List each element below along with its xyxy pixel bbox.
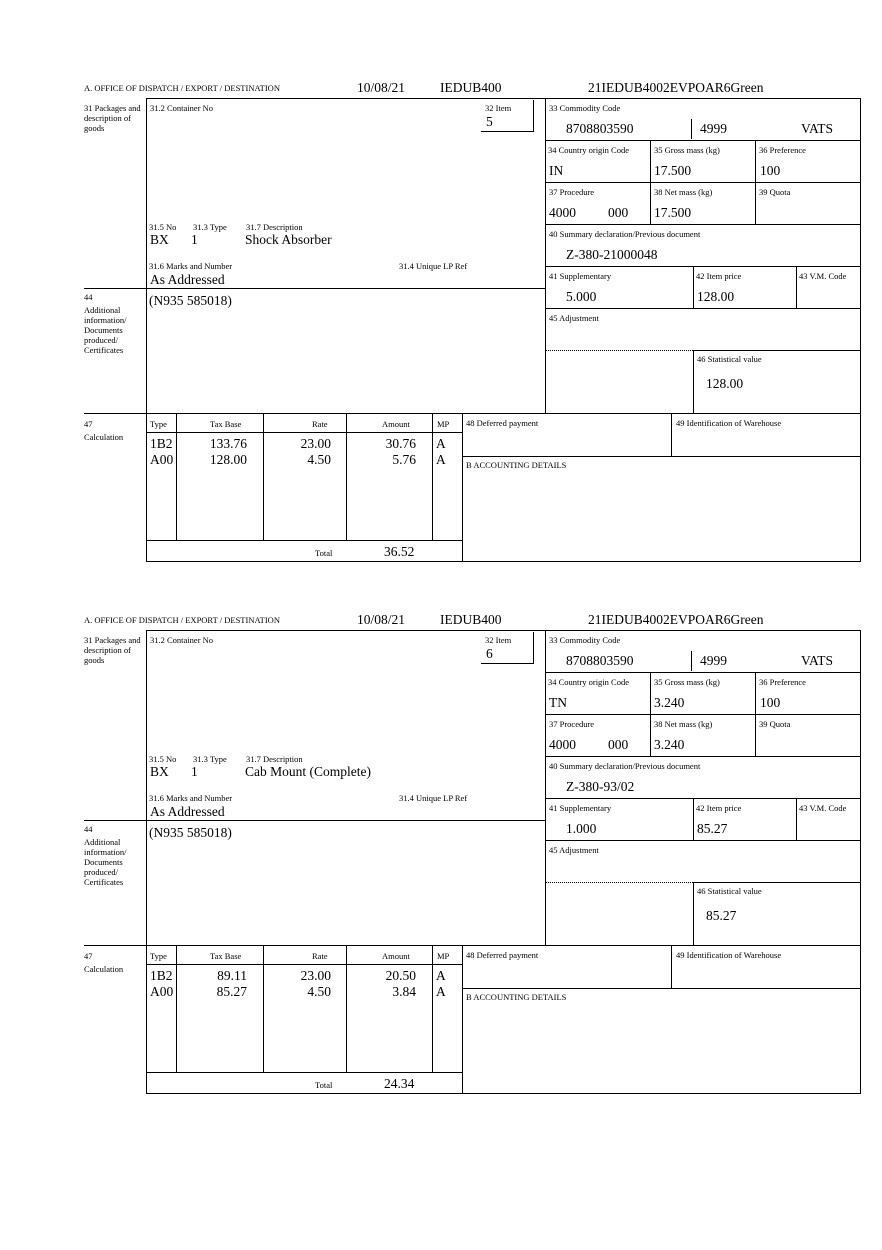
- declaration-date: 10/08/21: [357, 80, 406, 95]
- statistical-value: 85.27: [706, 908, 737, 923]
- declaration-date: 10/08/21: [357, 612, 406, 627]
- container-label: 31.2 Container No: [150, 103, 214, 113]
- calc-row-mp: A: [436, 984, 446, 999]
- procedure-label: 37 Procedure: [549, 719, 595, 729]
- no-label: 31.5 No: [149, 754, 177, 764]
- grid-line-5: [545, 840, 861, 841]
- calc-header-base: Tax Base: [210, 951, 242, 961]
- preference-label: 36 Preference: [759, 145, 806, 155]
- calc-row-type: 1B2: [150, 436, 173, 451]
- marks-label: 31.6 Marks and Number: [149, 793, 233, 803]
- grid-line-1: [545, 672, 861, 673]
- total-value: 24.34: [384, 1076, 415, 1091]
- calculation-number: 47: [84, 951, 93, 961]
- calc-row-base: 133.76: [209, 436, 247, 451]
- commodity-additional: 4999: [700, 653, 727, 668]
- country-value: IN: [549, 163, 564, 178]
- net-value: 3.240: [654, 737, 685, 752]
- calc-row-rate: 23.00: [300, 436, 331, 451]
- gross-label: 35 Gross mass (kg): [654, 145, 720, 155]
- calculation-label: Calculation: [84, 964, 124, 974]
- package-no: BX: [150, 232, 169, 247]
- additional-top-line: [84, 820, 545, 821]
- supplementary-label: 41 Supplementary: [549, 271, 612, 281]
- calc-row-type: A00: [150, 984, 174, 999]
- description-label: 31.7 Description: [246, 754, 303, 764]
- form-top-border: [146, 98, 861, 99]
- calculation-top-line: [84, 945, 861, 946]
- calc-header-line: [146, 432, 462, 433]
- deferred-label: 48 Deferred payment: [466, 418, 539, 428]
- calc-header-mp: MP: [437, 419, 450, 429]
- declaration-reference: 21IEDUB4002EVPOAR6Green: [588, 612, 764, 627]
- warehouse-label: 49 Identification of Warehouse: [676, 418, 782, 428]
- grid-vline-c: [693, 266, 694, 308]
- office-code: IEDUB400: [440, 612, 502, 627]
- grid-line-2: [545, 182, 861, 183]
- calc-header-type: Type: [150, 951, 167, 961]
- calc-row-rate: 4.50: [307, 452, 331, 467]
- commodity-divider: [691, 651, 692, 671]
- supplementary-value: 1.000: [566, 821, 597, 836]
- procedure-value-2: 000: [608, 205, 629, 220]
- summary-value: Z-380-21000048: [566, 247, 658, 262]
- additional-top-line: [84, 288, 545, 289]
- supplementary-label: 41 Supplementary: [549, 803, 612, 813]
- additional-value: (N935 585018): [149, 825, 232, 840]
- quota-label: 39 Quota: [759, 187, 791, 197]
- unique-ref-label: 31.4 Unique LP Ref: [399, 793, 468, 803]
- container-label: 31.2 Container No: [150, 635, 214, 645]
- grid-line-2: [545, 714, 861, 715]
- grid-vline-d: [796, 266, 797, 308]
- grid-line-5: [545, 308, 861, 309]
- deferred-divider: [671, 413, 672, 456]
- calc-row-rate: 4.50: [307, 984, 331, 999]
- vm-code-label: 43 V.M. Code: [799, 803, 847, 813]
- item-price-label: 42 Item price: [696, 803, 742, 813]
- grid-line-4: [545, 798, 861, 799]
- net-value: 17.500: [654, 205, 692, 220]
- calc-header-line: [146, 964, 462, 965]
- net-label: 38 Net mass (kg): [654, 719, 713, 729]
- total-value: 36.52: [384, 544, 415, 559]
- calc-row-type: 1B2: [150, 968, 173, 983]
- quota-label: 39 Quota: [759, 719, 791, 729]
- calc-header-type: Type: [150, 419, 167, 429]
- warehouse-label: 49 Identification of Warehouse: [676, 950, 782, 960]
- calculation-number: 47: [84, 419, 93, 429]
- calc-header-rate: Rate: [312, 951, 328, 961]
- accounting-label: B ACCOUNTING DETAILS: [466, 992, 567, 1002]
- calc-row-rate: 23.00: [300, 968, 331, 983]
- marks-value: As Addressed: [150, 272, 225, 287]
- procedure-value-1: 4000: [549, 737, 576, 752]
- calc-row-amount: 3.84: [392, 984, 416, 999]
- grid-line-4: [545, 266, 861, 267]
- calc-row-mp: A: [436, 452, 446, 467]
- calc-header-amount: Amount: [382, 419, 410, 429]
- country-label: 34 Country origin Code: [548, 145, 629, 155]
- grid-vline-c: [693, 798, 694, 840]
- calculation-top-line: [84, 413, 861, 414]
- grid-line-6: [693, 350, 861, 351]
- calc-row-mp: A: [436, 968, 446, 983]
- no-label: 31.5 No: [149, 222, 177, 232]
- calc-row-base: 89.11: [217, 968, 247, 983]
- statistical-label: 46 Statistical value: [697, 886, 762, 896]
- accounting-top-line: [462, 456, 861, 457]
- preference-label: 36 Preference: [759, 677, 806, 687]
- form-right-border: [860, 630, 861, 1094]
- grid-vline-e: [693, 882, 694, 945]
- marks-label: 31.6 Marks and Number: [149, 261, 233, 271]
- item-number: 5: [486, 114, 493, 129]
- calc-row-base: 128.00: [209, 452, 247, 467]
- commodity-vat: VATS: [801, 653, 834, 668]
- commodity-additional: 4999: [700, 121, 727, 136]
- calc-row-base: 85.27: [216, 984, 247, 999]
- grid-line-3: [545, 224, 861, 225]
- preference-value: 100: [760, 695, 781, 710]
- item-price-value: 85.27: [697, 821, 728, 836]
- adjustment-dotted-line: [545, 350, 693, 351]
- item-price-value: 128.00: [697, 289, 735, 304]
- grid-line-1: [545, 140, 861, 141]
- statistical-label: 46 Statistical value: [697, 354, 762, 364]
- deferred-divider: [671, 945, 672, 988]
- marks-value: As Addressed: [150, 804, 225, 819]
- declaration-reference: 21IEDUB4002EVPOAR6Green: [588, 80, 764, 95]
- packages-label: 31 Packages and description of goods: [84, 103, 141, 133]
- country-label: 34 Country origin Code: [548, 677, 629, 687]
- additional-label: Additional information/ Documents produced/ Certificates: [84, 837, 127, 887]
- grid-vline-e: [693, 350, 694, 413]
- goods-description: Shock Absorber: [245, 232, 332, 247]
- calc-row-mp: A: [436, 436, 446, 451]
- form-right-border: [860, 98, 861, 562]
- package-type: 1: [191, 764, 198, 779]
- calc-header-rate: Rate: [312, 419, 328, 429]
- supplementary-value: 5.000: [566, 289, 597, 304]
- vm-code-label: 43 V.M. Code: [799, 271, 847, 281]
- office-label: A. OFFICE OF DISPATCH / EXPORT / DESTINATION: [84, 615, 280, 625]
- commodity-divider: [691, 119, 692, 139]
- commodity-label: 33 Commodity Code: [549, 635, 621, 645]
- accounting-top-line: [462, 988, 861, 989]
- gross-label: 35 Gross mass (kg): [654, 677, 720, 687]
- commodity-code: 8708803590: [566, 653, 634, 668]
- office-code: IEDUB400: [440, 80, 502, 95]
- declaration-form-item-5: [0, 0, 882, 559]
- grid-vline-d: [796, 798, 797, 840]
- packages-label: 31 Packages and description of goods: [84, 635, 141, 665]
- calc-header-base: Tax Base: [210, 419, 242, 429]
- item-price-label: 42 Item price: [696, 271, 742, 281]
- summary-label: 40 Summary declaration/Previous document: [549, 761, 701, 771]
- form-top-border: [146, 630, 861, 631]
- unique-ref-label: 31.4 Unique LP Ref: [399, 261, 468, 271]
- summary-label: 40 Summary declaration/Previous document: [549, 229, 701, 239]
- adjustment-dotted-line: [545, 882, 693, 883]
- item-label: 32 Item: [485, 635, 512, 645]
- total-label: Total: [315, 548, 333, 558]
- form-left-border: [146, 98, 147, 562]
- net-label: 38 Net mass (kg): [654, 187, 713, 197]
- deferred-label: 48 Deferred payment: [466, 950, 539, 960]
- additional-label: Additional information/ Documents produced/ Certificates: [84, 305, 127, 355]
- declaration-form-item-6: [0, 532, 882, 1091]
- calc-row-amount: 30.76: [385, 436, 416, 451]
- additional-number: 44: [84, 824, 93, 834]
- office-label: A. OFFICE OF DISPATCH / EXPORT / DESTINATION: [84, 83, 280, 93]
- calc-row-amount: 20.50: [385, 968, 416, 983]
- grid-line-3: [545, 756, 861, 757]
- additional-number: 44: [84, 292, 93, 302]
- procedure-value-1: 4000: [549, 205, 576, 220]
- calc-row-amount: 5.76: [392, 452, 416, 467]
- commodity-vat: VATS: [801, 121, 834, 136]
- goods-description: Cab Mount (Complete): [245, 764, 371, 779]
- calc-header-mp: MP: [437, 951, 450, 961]
- form-left-border: [146, 630, 147, 1094]
- gross-value: 17.500: [654, 163, 692, 178]
- calc-row-type: A00: [150, 452, 174, 467]
- summary-value: Z-380-93/02: [566, 779, 635, 794]
- preference-value: 100: [760, 163, 781, 178]
- procedure-value-2: 000: [608, 737, 629, 752]
- package-no: BX: [150, 764, 169, 779]
- middle-divider: [545, 630, 546, 946]
- procedure-label: 37 Procedure: [549, 187, 595, 197]
- item-label: 32 Item: [485, 103, 512, 113]
- commodity-label: 33 Commodity Code: [549, 103, 621, 113]
- item-number: 6: [486, 646, 493, 661]
- type-label: 31.3 Type: [193, 222, 227, 232]
- adjustment-label: 45 Adjustment: [549, 845, 599, 855]
- adjustment-label: 45 Adjustment: [549, 313, 599, 323]
- grid-line-6: [693, 882, 861, 883]
- total-label: Total: [315, 1080, 333, 1090]
- commodity-code: 8708803590: [566, 121, 634, 136]
- gross-value: 3.240: [654, 695, 685, 710]
- country-value: TN: [549, 695, 567, 710]
- description-label: 31.7 Description: [246, 222, 303, 232]
- form-bottom-border: [146, 1093, 861, 1094]
- accounting-label: B ACCOUNTING DETAILS: [466, 460, 567, 470]
- calc-total-line: [146, 1072, 462, 1073]
- statistical-value: 128.00: [706, 376, 744, 391]
- type-label: 31.3 Type: [193, 754, 227, 764]
- calc-header-amount: Amount: [382, 951, 410, 961]
- package-type: 1: [191, 232, 198, 247]
- calculation-label: Calculation: [84, 432, 124, 442]
- middle-divider: [545, 98, 546, 414]
- additional-value: (N935 585018): [149, 293, 232, 308]
- calc-vline-5: [462, 945, 463, 1093]
